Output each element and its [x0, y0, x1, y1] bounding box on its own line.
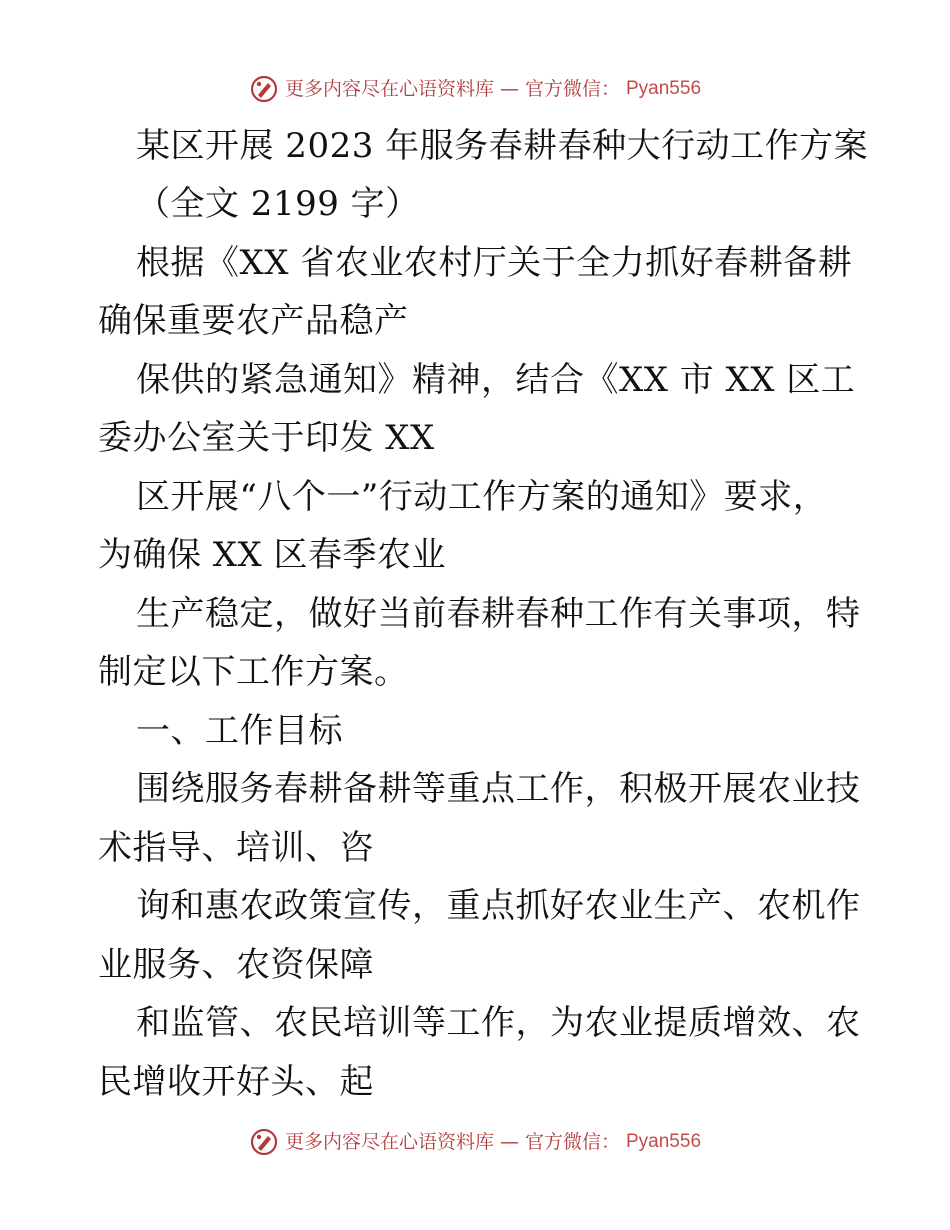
body-line: 为确保 XX 区春季农业: [98, 535, 447, 575]
body-line: 询和惠农政策宣传，重点抓好农业生产、农机作: [136, 886, 861, 926]
watermark-id: Pyan556: [626, 78, 702, 99]
document-title: 某区开展 2023 年服务春耕春种大行动工作方案: [136, 126, 869, 166]
document-word-count: （全文 2199 字）: [136, 184, 420, 224]
body-line: 术指导、培训、咨: [98, 828, 374, 868]
body-line: 制定以下工作方案。: [98, 652, 409, 692]
pen-seal-icon: [249, 1127, 279, 1157]
watermark-footer: [0, 1127, 950, 1157]
watermark-id: Pyan556: [626, 1131, 702, 1152]
body-line: 民增收开好头、起: [98, 1062, 374, 1102]
watermark-header: [0, 74, 950, 104]
watermark-suffix: 官方微信：: [524, 1131, 620, 1153]
watermark-separator: —: [499, 78, 519, 100]
pen-seal-icon: [249, 74, 279, 104]
body-line: 保供的紧急通知》精神，结合《XX 市 XX 区工: [136, 360, 856, 400]
body-line: 围绕服务春耕备耕等重点工作，积极开展农业技: [136, 769, 861, 809]
body-line: 区开展“八个一”行动工作方案的通知》要求，: [136, 477, 828, 517]
watermark-suffix: 官方微信：: [524, 78, 620, 100]
body-line: 生产稳定，做好当前春耕春种工作有关事项，特: [136, 594, 861, 634]
watermark-text: 更多内容尽在心语资料库: [284, 1131, 494, 1153]
section-heading: 一、工作目标: [136, 711, 343, 751]
body-line: 委办公室关于印发 XX: [98, 418, 435, 458]
body-line: 根据《XX 省农业农村厅关于全力抓好春耕备耕: [136, 243, 853, 283]
body-line: 和监管、农民培训等工作，为农业提质增效、农: [136, 1003, 861, 1043]
watermark-text: 更多内容尽在心语资料库: [284, 78, 494, 100]
watermark-separator: —: [499, 1131, 519, 1153]
body-line: 业服务、农资保障: [98, 945, 374, 985]
body-line: 确保重要农产品稳产: [98, 301, 409, 341]
